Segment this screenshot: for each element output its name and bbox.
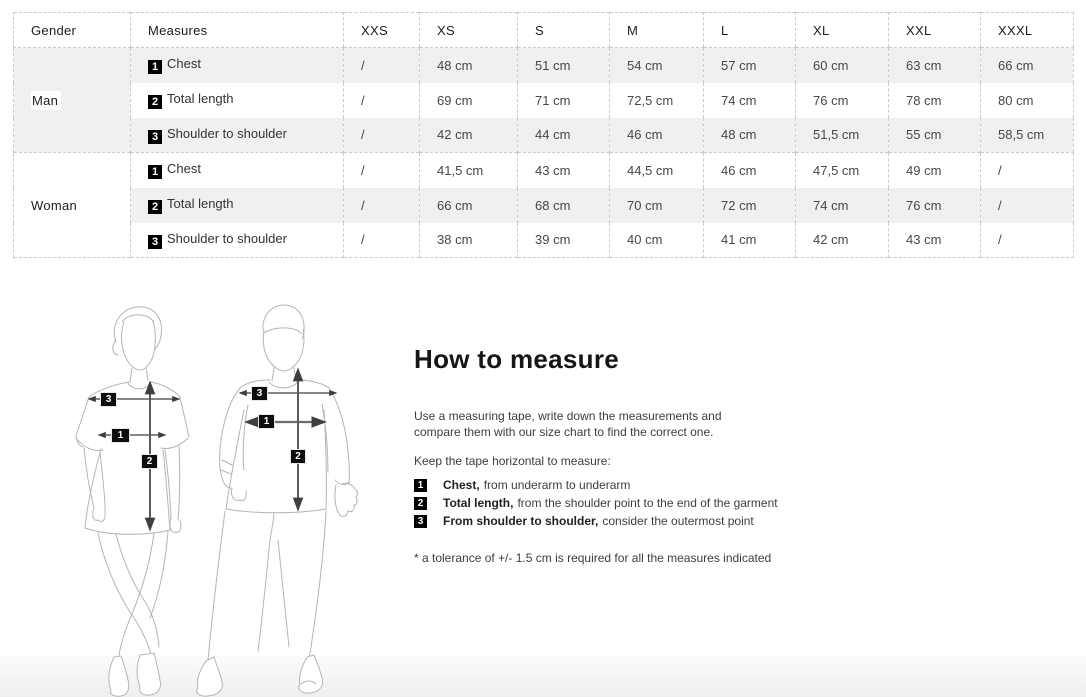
measure-label: Chest — [167, 56, 201, 72]
size-value-cell: / — [344, 48, 420, 83]
size-value-cell: / — [981, 188, 1074, 223]
size-value-cell: / — [981, 153, 1074, 188]
gender-label: Man — [31, 91, 61, 110]
size-value-cell: 44 cm — [518, 118, 610, 153]
measure-label: Total length — [167, 196, 234, 211]
measure-cell — [131, 188, 344, 223]
gender-cell — [14, 48, 131, 153]
measure-illustration — [58, 300, 398, 697]
table-row — [14, 118, 1074, 153]
measure-number-badge: 2 — [148, 95, 162, 109]
size-value-cell: 78 cm — [889, 83, 981, 118]
size-value-cell: 54 cm — [610, 48, 704, 83]
measure-label: Total length — [167, 91, 234, 106]
size-value-cell: 55 cm — [889, 118, 981, 153]
size-value-cell: 41 cm — [704, 223, 796, 258]
table-row — [14, 83, 1074, 118]
figures-line-art — [58, 300, 398, 697]
gender-cell — [14, 153, 131, 258]
table-row — [14, 48, 1074, 83]
column-header: Measures — [131, 13, 344, 48]
size-value-cell: 76 cm — [889, 188, 981, 223]
size-value-cell: / — [344, 83, 420, 118]
step-label: Total length, — [443, 496, 514, 510]
gender-label: Woman — [31, 197, 78, 213]
size-value-cell: 51 cm — [518, 48, 610, 83]
size-value-cell: 46 cm — [610, 118, 704, 153]
size-value-cell: 63 cm — [889, 48, 981, 83]
step-number-badge: 1 — [414, 479, 427, 492]
step-description: from underarm to underarm — [483, 478, 631, 492]
table-row — [14, 223, 1074, 258]
size-value-cell: 60 cm — [796, 48, 889, 83]
measure-cell — [131, 153, 344, 188]
measure-step — [414, 512, 864, 530]
column-header: M — [610, 13, 704, 48]
size-value-cell: 46 cm — [704, 153, 796, 188]
measure-number-badge: 3 — [148, 235, 162, 249]
size-value-cell: 74 cm — [704, 83, 796, 118]
intro-text: Use a measuring tape, write down the measurements and compare them with our size chart to find the correct one. — [414, 409, 722, 439]
measure-cell — [131, 223, 344, 258]
size-value-cell: 70 cm — [610, 188, 704, 223]
size-value-cell: 47,5 cm — [796, 153, 889, 188]
size-value-cell: 69 cm — [420, 83, 518, 118]
step-label: From shoulder to shoulder, — [443, 514, 599, 528]
step-number-badge: 2 — [414, 497, 427, 510]
table-row — [14, 153, 1074, 188]
size-value-cell: / — [344, 153, 420, 188]
measure-steps-list — [414, 476, 864, 530]
chest-marker-badge: 1 — [111, 428, 130, 443]
section-title: How to measure — [414, 344, 620, 374]
size-value-cell: 38 cm — [420, 223, 518, 258]
column-header: XS — [420, 13, 518, 48]
size-value-cell: / — [344, 223, 420, 258]
size-value-cell: 41,5 cm — [420, 153, 518, 188]
size-chart-body — [14, 48, 1074, 258]
column-header: XXL — [889, 13, 981, 48]
measure-step — [414, 476, 864, 494]
shoulder-marker-badge: 3 — [100, 392, 117, 407]
sweatshirt-figure-illustration — [197, 305, 358, 696]
size-value-cell: 44,5 cm — [610, 153, 704, 188]
column-header: S — [518, 13, 610, 48]
measure-step — [414, 494, 864, 512]
size-value-cell: 71 cm — [518, 83, 610, 118]
size-value-cell: / — [344, 118, 420, 153]
measure-label: Chest — [167, 161, 201, 177]
size-value-cell: 76 cm — [796, 83, 889, 118]
size-chart-header — [14, 13, 1074, 48]
step-description: consider the outermost point — [602, 514, 754, 528]
size-value-cell: / — [981, 223, 1074, 258]
measure-cell — [131, 83, 344, 118]
size-value-cell: 80 cm — [981, 83, 1074, 118]
measure-label: Shoulder to shoulder — [167, 125, 287, 141]
how-to-measure-section — [414, 344, 864, 565]
size-value-cell: / — [344, 188, 420, 223]
size-value-cell: 43 cm — [518, 153, 610, 188]
size-value-cell: 49 cm — [889, 153, 981, 188]
header-row — [14, 13, 1074, 48]
size-chart-table — [13, 12, 1074, 258]
measure-number-badge: 3 — [148, 130, 162, 144]
instruction-text: Keep the tape horizontal to measure: — [414, 454, 611, 468]
size-value-cell: 42 cm — [796, 223, 889, 258]
size-value-cell: 43 cm — [889, 223, 981, 258]
total-length-marker-badge: 2 — [290, 449, 306, 464]
size-value-cell: 68 cm — [518, 188, 610, 223]
shoulder-marker-badge: 3 — [251, 386, 268, 401]
column-header: XL — [796, 13, 889, 48]
step-label: Chest, — [443, 478, 480, 492]
size-value-cell: 58,5 cm — [981, 118, 1074, 153]
measure-number-badge: 1 — [148, 60, 162, 74]
step-number-badge: 3 — [414, 515, 427, 528]
chest-marker-badge: 1 — [258, 414, 275, 429]
size-value-cell: 51,5 cm — [796, 118, 889, 153]
size-value-cell: 48 cm — [704, 118, 796, 153]
measure-number-badge: 1 — [148, 165, 162, 179]
measure-number-badge: 2 — [148, 200, 162, 214]
size-value-cell: 40 cm — [610, 223, 704, 258]
table-row — [14, 188, 1074, 223]
tolerance-note: * a tolerance of +/- 1.5 cm is required for all the measures indicated — [414, 551, 772, 565]
column-header: XXXL — [981, 13, 1074, 48]
column-header: L — [704, 13, 796, 48]
size-value-cell: 57 cm — [704, 48, 796, 83]
size-value-cell: 48 cm — [420, 48, 518, 83]
size-value-cell: 72,5 cm — [610, 83, 704, 118]
measure-cell — [131, 118, 344, 153]
tshirt-figure-illustration — [76, 307, 189, 696]
size-value-cell: 42 cm — [420, 118, 518, 153]
total-length-marker-badge: 2 — [141, 454, 158, 469]
column-header: XXS — [344, 13, 420, 48]
column-header: Gender — [14, 13, 131, 48]
step-description: from the shoulder point to the end of the garment — [517, 496, 778, 510]
size-value-cell: 74 cm — [796, 188, 889, 223]
size-value-cell: 72 cm — [704, 188, 796, 223]
size-value-cell: 66 cm — [420, 188, 518, 223]
measure-cell — [131, 48, 344, 83]
size-value-cell: 39 cm — [518, 223, 610, 258]
size-value-cell: 66 cm — [981, 48, 1074, 83]
measure-label: Shoulder to shoulder — [167, 230, 287, 246]
